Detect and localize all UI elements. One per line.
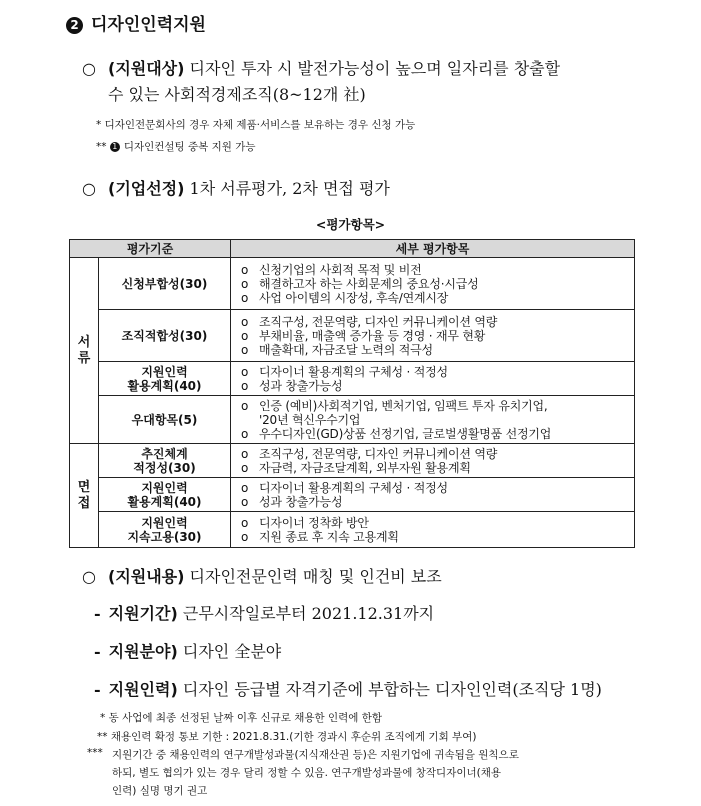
detail-text: 부채비율, 매출액 증가율 등 경영 · 재무 현황 — [259, 328, 486, 343]
detail-item — [241, 329, 634, 343]
detail-text: 성과 창출가능성 — [259, 378, 343, 393]
detail-text: 해결하고자 하는 사회문제의 중요성·시급성 — [259, 276, 479, 291]
detail-cell — [231, 258, 635, 310]
detail-item — [241, 379, 634, 393]
detail-text: 우수디자인(GD)상품 선정기업, 글로벌생활명품 선정기업 — [259, 426, 552, 441]
target-label: (지원대상) — [108, 59, 185, 78]
detail-item — [241, 365, 634, 379]
section-number-badge: 2 — [66, 17, 83, 34]
period-text: 근무시작일로부터 2021.12.31까지 — [177, 604, 435, 623]
note-2: ** 채용인력 확정 통보 기한 : 2021.8.31.(기한 경과시 후순위 조직에게 기회 부여) — [97, 731, 477, 743]
table-caption: <평가항목> — [315, 217, 386, 232]
criteria-cell: 조직적합성(30) — [99, 310, 231, 362]
group-label: 서 류 — [70, 258, 99, 444]
personnel-text: 디자인 등급별 자격기준에 부합하는 디자인인력(조직당 1명) — [177, 680, 602, 699]
detail-cell — [231, 310, 635, 362]
personnel-label: 지원인력) — [108, 680, 178, 699]
detail-item — [241, 447, 634, 461]
detail-bullet-icon: o — [241, 446, 249, 461]
table-row — [70, 258, 635, 310]
note-3-prefix: *** — [87, 747, 103, 759]
table-row — [70, 478, 635, 512]
table-row — [70, 396, 635, 444]
detail-bullet-icon: o — [241, 290, 249, 305]
header-detail: 세부 평가항목 — [231, 240, 635, 258]
detail-text: 신청기업의 사회적 목적 및 비전 — [259, 262, 422, 277]
detail-cell — [231, 396, 635, 444]
detail-item — [241, 461, 634, 475]
detail-text: 성과 창출가능성 — [259, 494, 343, 509]
detail-item — [241, 291, 634, 305]
detail-text: 디자이너 활용계획의 구체성 · 적정성 — [259, 364, 448, 379]
detail-bullet-icon: o — [241, 398, 249, 413]
detail-bullet-icon: o — [241, 480, 249, 495]
field-label: 지원분야) — [108, 642, 178, 661]
target-note-2 — [96, 139, 256, 154]
note-3-line1: 지원기간 중 채용인력의 연구개발성과물(지식재산권 등)은 지원기업에 귀속됨을 원칙으로 — [112, 749, 519, 761]
detail-item — [241, 315, 634, 329]
detail-text: 디자이너 활용계획의 구체성 · 적정성 — [259, 480, 448, 495]
table-row — [70, 310, 635, 362]
personnel-line — [94, 677, 602, 700]
detail-item — [241, 481, 634, 495]
detail-item — [241, 263, 634, 277]
period-label: 지원기간) — [108, 604, 178, 623]
detail-item — [241, 495, 634, 509]
bullet-circle-icon: ○ — [82, 179, 96, 198]
criteria-cell: 지원인력 활용계획(40) — [99, 478, 231, 512]
detail-item — [241, 516, 634, 530]
note-3-line2: 하되, 별도 협의가 있는 경우 달리 정할 수 있음. 연구개발성과물에 창작디자이너(채용 — [112, 767, 502, 779]
content-paragraph — [82, 564, 442, 587]
content-text: 디자인전문인력 매칭 및 인건비 보조 — [184, 567, 442, 586]
target-note-2-text: 디자인컨설팅 중복 지원 가능 — [123, 141, 256, 153]
detail-text: 인증 (예비)사회적기업, 벤처기업, 임팩트 투자 유치기업, — [259, 398, 548, 413]
header-criteria: 평가기준 — [70, 240, 231, 258]
detail-bullet-icon: o — [241, 364, 249, 379]
detail-continuation: '20년 혁신우수기업 — [259, 412, 361, 427]
field-text: 디자인 全분야 — [177, 642, 282, 661]
detail-item — [241, 530, 634, 544]
detail-bullet-icon: o — [241, 515, 249, 530]
detail-bullet-icon: o — [241, 494, 249, 509]
criteria-cell: 지원인력 활용계획(40) — [99, 362, 231, 396]
section-title — [66, 10, 206, 35]
detail-bullet-icon: o — [241, 276, 249, 291]
criteria-cell: 추진체계 적정성(30) — [99, 444, 231, 478]
detail-item — [241, 399, 634, 413]
field-line — [94, 639, 281, 662]
detail-bullet-icon: o — [241, 314, 249, 329]
detail-cell — [231, 478, 635, 512]
target-note-1: * 디자인전문회사의 경우 자체 제품·서비스를 보유하는 경우 신청 가능 — [96, 119, 416, 131]
period-line — [94, 601, 434, 624]
criteria-cell: 신청부합성(30) — [99, 258, 231, 310]
dash-mark: - — [94, 604, 101, 623]
bullet-circle-icon: ○ — [82, 567, 96, 586]
selection-label: (기업선정) — [108, 179, 185, 198]
detail-text: 자금력, 자금조달계획, 외부자원 활용계획 — [259, 460, 471, 475]
target-note-2-prefix: ** — [96, 141, 107, 153]
selection-paragraph — [82, 176, 390, 199]
detail-bullet-icon: o — [241, 460, 249, 475]
target-paragraph — [82, 56, 560, 79]
note-1: * 동 사업에 최종 선정된 날짜 이후 신규로 채용한 인력에 한함 — [100, 712, 383, 724]
note-number-badge: 1 — [110, 142, 120, 152]
detail-bullet-icon: o — [241, 426, 249, 441]
section-title-text: 디자인인력지원 — [91, 15, 206, 35]
note-3-line3: 인력) 실명 명기 권고 — [112, 785, 208, 797]
detail-bullet-icon: o — [241, 378, 249, 393]
table-row — [70, 512, 635, 548]
bullet-circle-icon: ○ — [82, 59, 96, 78]
detail-cell — [231, 444, 635, 478]
detail-bullet-icon: o — [241, 262, 249, 277]
detail-item — [241, 343, 634, 357]
content-label: (지원내용) — [108, 567, 185, 586]
detail-bullet-icon: o — [241, 342, 249, 357]
detail-text: 조직구성, 전문역량, 디자인 커뮤니케이션 역량 — [259, 446, 498, 461]
criteria-cell: 우대항목(5) — [99, 396, 231, 444]
detail-text: 디자이너 정착화 방안 — [259, 515, 369, 530]
detail-cell — [231, 362, 635, 396]
criteria-cell: 지원인력 지속고용(30) — [99, 512, 231, 548]
detail-cell — [231, 512, 635, 548]
evaluation-table — [69, 239, 635, 548]
dash-mark: - — [94, 642, 101, 661]
detail-item — [241, 277, 634, 291]
detail-bullet-icon: o — [241, 328, 249, 343]
dash-mark: - — [94, 680, 101, 699]
selection-text: 1차 서류평가, 2차 면접 평가 — [184, 179, 390, 198]
detail-text: 지원 종료 후 지속 고용계획 — [259, 529, 399, 544]
table-row — [70, 362, 635, 396]
table-row — [70, 444, 635, 478]
group-label: 면 접 — [70, 444, 99, 548]
detail-text: 조직구성, 전문역량, 디자인 커뮤니케이션 역량 — [259, 314, 498, 329]
target-text-line2: 수 있는 사회적경제조직(8~12개 社) — [108, 85, 366, 104]
detail-text: 매출확대, 자금조달 노력의 적극성 — [259, 342, 433, 357]
detail-bullet-icon: o — [241, 529, 249, 544]
detail-item — [241, 427, 634, 441]
target-text-line1: 디자인 투자 시 발전가능성이 높으며 일자리를 창출할 — [184, 59, 561, 78]
detail-text: 사업 아이템의 시장성, 후속/연계시장 — [259, 290, 449, 305]
